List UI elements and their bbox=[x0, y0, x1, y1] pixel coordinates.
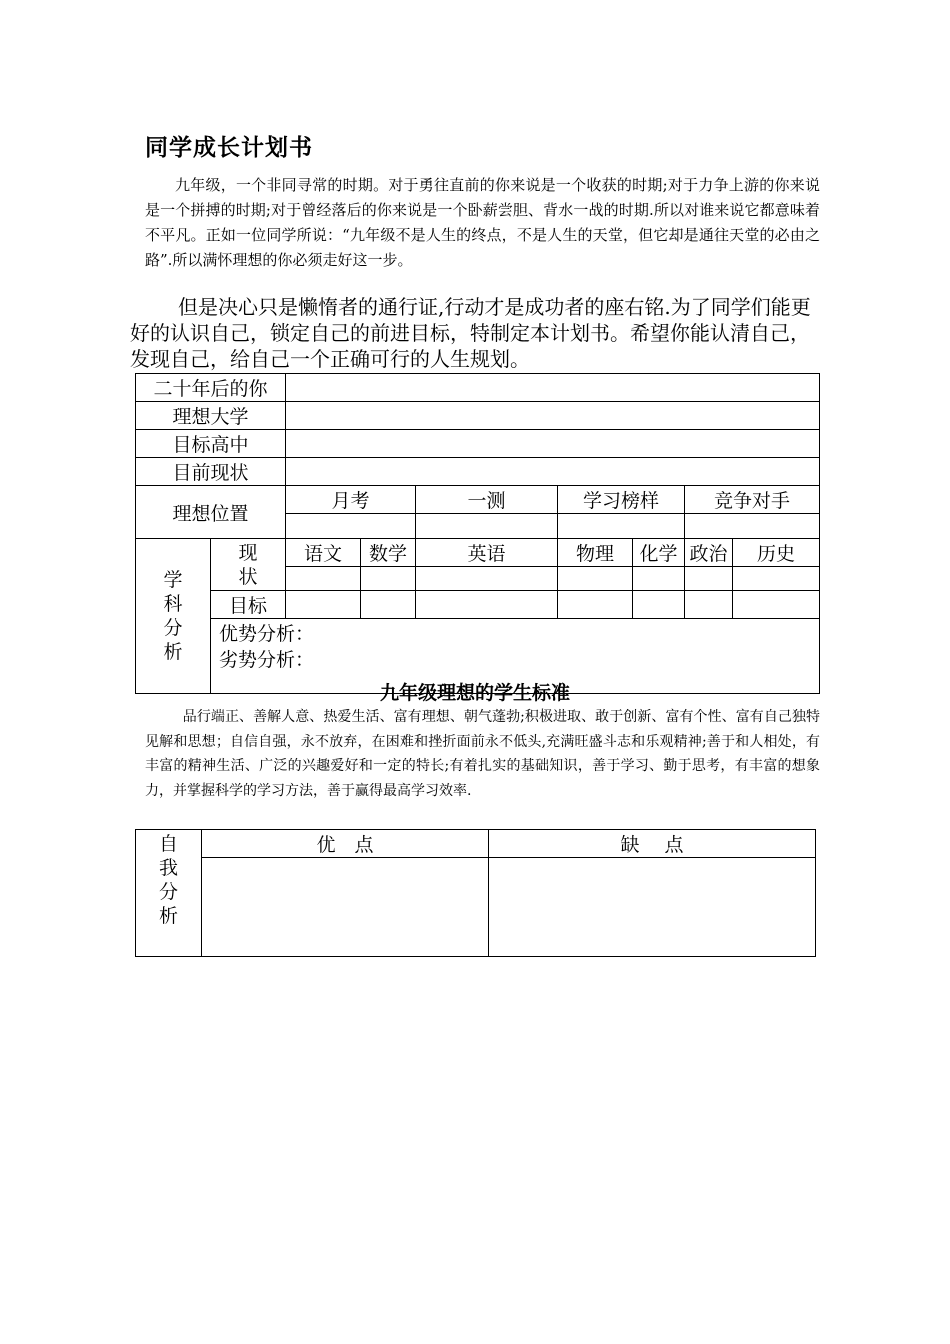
strength-label: 优势分析： bbox=[219, 623, 315, 645]
subject-header: 历史 bbox=[733, 539, 820, 567]
position-cell-test[interactable] bbox=[416, 514, 558, 539]
position-header-test: 一测 bbox=[416, 486, 558, 514]
status-cell[interactable] bbox=[416, 567, 558, 591]
weaknesses-cell[interactable] bbox=[489, 858, 816, 957]
intro-text: 九年级，一个非同寻常的时期。对于勇往直前的你来说是一个收获的时期;对于力争上游的你来说是一个拼搏的时期;对于曾经落后的你来说是一个卧薪尝胆、背水一战的时期.所以对谁来说它都意味着不平凡。正如一位同学所说：“九年级不是人生的终点，不是人生的天堂，但它却是通往天堂的必由之路”.所以满怀理想的你必须走好这一步。 bbox=[145, 176, 820, 269]
purpose-paragraph bbox=[130, 294, 820, 372]
row-label-position: 理想位置 bbox=[136, 486, 286, 539]
strengths-header: 优 点 bbox=[202, 830, 489, 858]
row-label-university: 理想大学 bbox=[136, 402, 286, 430]
subject-header: 政治 bbox=[685, 539, 733, 567]
subject-header: 英语 bbox=[416, 539, 558, 567]
label-char: 析 bbox=[158, 905, 178, 927]
target-cell[interactable] bbox=[558, 591, 633, 619]
standard-title: 九年级理想的学生标准 bbox=[379, 682, 570, 704]
row-label-future: 二十年后的你 bbox=[136, 374, 286, 402]
high-school-cell[interactable] bbox=[286, 430, 820, 458]
label-char: 分 bbox=[163, 617, 183, 639]
growth-plan-table bbox=[135, 373, 820, 694]
row-label-current: 目前现状 bbox=[136, 458, 286, 486]
status-cell[interactable] bbox=[558, 567, 633, 591]
label-char: 自 bbox=[158, 833, 178, 855]
self-analysis-table bbox=[135, 829, 816, 957]
status-cell[interactable] bbox=[633, 567, 685, 591]
position-cell-monthly[interactable] bbox=[286, 514, 416, 539]
table-row bbox=[136, 858, 816, 957]
target-cell[interactable] bbox=[361, 591, 416, 619]
intro-paragraph bbox=[145, 173, 820, 273]
table-row bbox=[136, 539, 820, 567]
university-cell[interactable] bbox=[286, 402, 820, 430]
label-char: 现 bbox=[238, 541, 258, 564]
label-char: 科 bbox=[163, 593, 183, 615]
table-row bbox=[136, 830, 816, 858]
subject-header: 语文 bbox=[286, 539, 361, 567]
status-cell[interactable] bbox=[685, 567, 733, 591]
position-cell-rival[interactable] bbox=[685, 514, 820, 539]
target-cell[interactable] bbox=[685, 591, 733, 619]
label-char: 我 bbox=[158, 857, 178, 879]
self-analysis-label bbox=[136, 830, 202, 957]
current-cell[interactable] bbox=[286, 458, 820, 486]
status-cell[interactable] bbox=[286, 567, 361, 591]
subject-header: 物理 bbox=[558, 539, 633, 567]
position-header-rival: 竞争对手 bbox=[685, 486, 820, 514]
label-char: 状 bbox=[238, 565, 258, 588]
status-label bbox=[211, 539, 286, 591]
target-cell[interactable] bbox=[286, 591, 361, 619]
subject-header: 化学 bbox=[633, 539, 685, 567]
table-row bbox=[136, 430, 820, 458]
standard-paragraph bbox=[145, 705, 820, 803]
position-header-role-model: 学习榜样 bbox=[558, 486, 685, 514]
label-char: 学 bbox=[163, 569, 183, 591]
table-row bbox=[136, 374, 820, 402]
status-cell[interactable] bbox=[733, 567, 820, 591]
table-row bbox=[136, 458, 820, 486]
subject-analysis-label bbox=[136, 539, 211, 694]
target-cell[interactable] bbox=[416, 591, 558, 619]
label-char: 析 bbox=[163, 641, 183, 663]
target-cell[interactable] bbox=[733, 591, 820, 619]
strengths-cell[interactable] bbox=[202, 858, 489, 957]
purpose-text: 但是决心只是懒惰者的通行证,行动才是成功者的座右铭.为了同学们能更好的认识自己，锁定自己的前进目标，特制定本计划书。希望你能认清自己，发现自己，给自己一个正确可行的人生规划。 bbox=[130, 295, 811, 371]
table-row bbox=[136, 486, 820, 514]
page-title: 同学成长计划书 bbox=[145, 135, 313, 161]
future-cell[interactable] bbox=[286, 374, 820, 402]
status-cell[interactable] bbox=[361, 567, 416, 591]
label-char: 分 bbox=[158, 881, 178, 903]
row-label-high-school: 目标高中 bbox=[136, 430, 286, 458]
table-row bbox=[136, 591, 820, 619]
weaknesses-header: 缺 点 bbox=[489, 830, 816, 858]
position-cell-role-model[interactable] bbox=[558, 514, 685, 539]
target-label: 目标 bbox=[211, 591, 286, 619]
target-cell[interactable] bbox=[633, 591, 685, 619]
weakness-label: 劣势分析： bbox=[219, 649, 315, 671]
standard-text: 品行端正、善解人意、热爱生活、富有理想、朝气蓬勃;积极进取、敢于创新、富有个性、富有自己独特见解和思想；自信自强，永不放弃，在困难和挫折面前永不低头,充满旺盛斗志和乐观精神;善于和人相处，有丰富的精神生活、广泛的兴趣爱好和一定的特长;有着扎实的基础知识，善于学习、勤于思考，有丰富的想象力，并掌握科学的学习方法，善于赢得最高学习效率. bbox=[145, 709, 820, 799]
subject-header: 数学 bbox=[361, 539, 416, 567]
table-row bbox=[136, 402, 820, 430]
position-header-monthly: 月考 bbox=[286, 486, 416, 514]
